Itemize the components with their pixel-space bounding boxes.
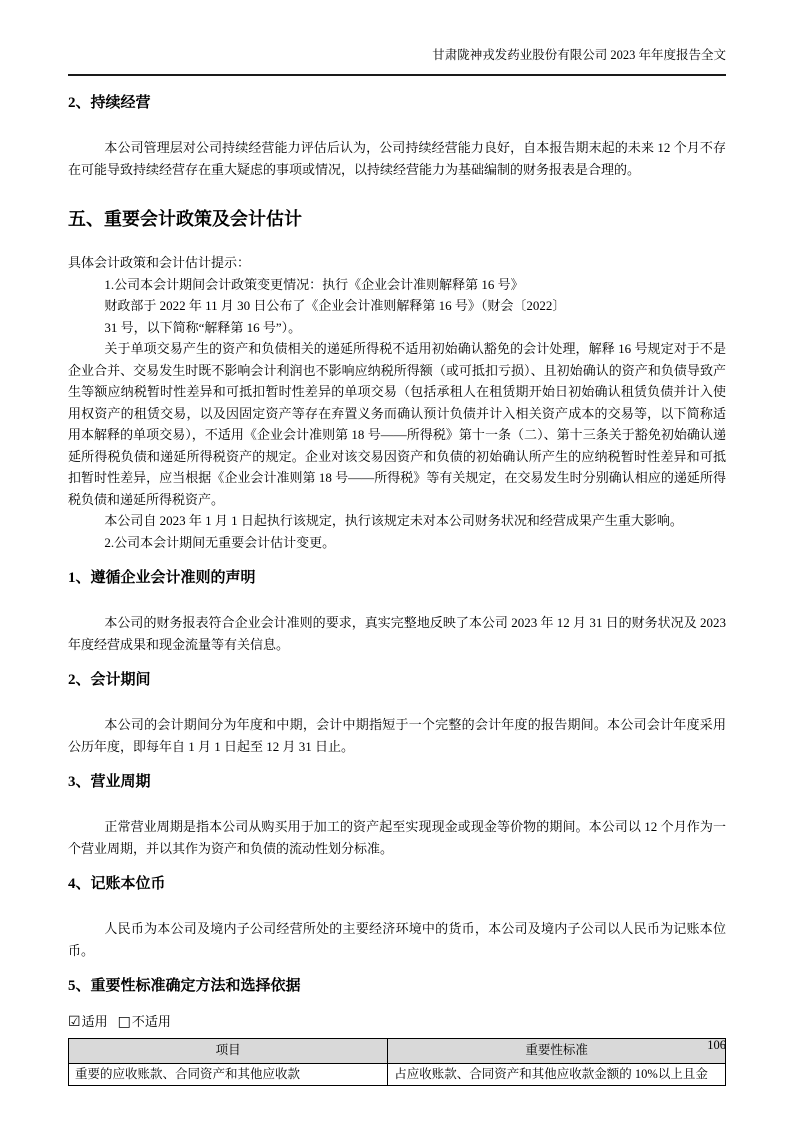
unchecked-checkbox-icon: □ [117, 1014, 131, 1030]
not-applicable-label: 不适用 [131, 1014, 171, 1029]
materiality-table [68, 1038, 726, 1087]
paragraph-single-transaction-deferred-tax: 关于单项交易产生的资产和负债相关的递延所得税不适用初始确认豁免的会计处理，解释 16 号规定对于不是企业合并、交易发生时既不影响会计利润也不影响应纳税所得额（或可抵扣亏损）、且初始确认的资产和负债导致产生等额应纳税暂时性差异和可抵扣暂时性差异的单项交易（包括承租人在租赁期开始日初始确认租赁负债并计入使用权资产的租赁交易，以及因固定资产等存在弃置义务而确认预计负债并计入相关资产成本的交易等，以下简称适用本解释的单项交易），不适用《企业会计准则第 18 号——所得税》第十一条（二）、第十三条关于豁免初始确认递延所得税负债和递延所得税资产的规定。企业对该交易因资产和负债的初始确认所产生的应纳税暂时性差异和可抵扣暂时性差异，应当根据《企业会计准则第 18 号——所得税》等有关规定，在交易发生时分别确认相应的递延所得税负债和递延所得税资产。 [68, 341, 726, 507]
heading-compliance-statement: 1、遵循企业会计准则的声明 [68, 570, 256, 586]
table-header-standard: 重要性标准 [388, 1038, 726, 1063]
page-header [68, 0, 726, 76]
heading-accounting-period: 2、会计期间 [68, 672, 151, 688]
heading-going-concern: 2、持续经营 [68, 95, 151, 111]
applicable-label: 适用 [81, 1014, 108, 1029]
heading-important-accounting-policies: 五、重要会计政策及会计估计 [68, 209, 302, 229]
paragraph-compliance-statement: 本公司的财务报表符合企业会计准则的要求，真实完整地反映了本公司 2023 年 12 月 31 日的财务状况及 2023 年度经营成果和现金流量等有关信息。 [68, 615, 726, 652]
checked-checkbox-icon: ☑ [68, 1014, 81, 1030]
paragraph-accounting-period: 本公司的会计期间分为年度和中期，会计中期指短于一个完整的会计年度的报告期间。本公司会计年度采用公历年度，即每年自 1 月 1 日起至 12 月 31 日止。 [68, 717, 726, 754]
paragraph-going-concern: 本公司管理层对公司持续经营能力评估后认为，公司持续经营能力良好，自本报告期末起的未来 12 个月不存在可能导致持续经营存在重大疑虑的事项或情况，以持续经营能力为基础编制的财务报表是合理的。 [68, 140, 726, 177]
paragraph-interpretation-16-short-name: 31 号，以下简称“解释第 16 号”）。 [104, 319, 302, 335]
heading-functional-currency: 4、记账本位币 [68, 876, 166, 892]
heading-materiality-criteria: 5、重要性标准确定方法和选择依据 [68, 978, 301, 994]
page-number: 106 [707, 1038, 726, 1052]
paragraph-no-estimate-change: 2.公司本会计期间无重要会计估计变更。 [104, 534, 336, 550]
applicability-row [68, 1011, 726, 1034]
report-title: 甘肃陇神戎发药业股份有限公司 2023 年年度报告全文 [432, 48, 726, 62]
paragraph-execution-date: 本公司自 2023 年 1 月 1 日起执行该规定，执行该规定未对本公司财务状况和经营成果产生重大影响。 [104, 513, 683, 528]
heading-operating-cycle: 3、营业周期 [68, 774, 151, 790]
paragraph-policy-change: 1.公司本会计期间会计政策变更情况：执行《企业会计准则解释第 16 号》 [104, 276, 524, 292]
paragraph-policy-intro: 具体会计政策和会计估计提示： [68, 255, 251, 270]
table-row [69, 1063, 726, 1086]
table-header-row [69, 1038, 726, 1063]
page-content [68, 95, 726, 1086]
table-cell-item: 重要的应收账款、合同资产和其他应收款 [69, 1063, 388, 1086]
paragraph-mof-announcement: 财政部于 2022 年 11 月 30 日公布了《企业会计准则解释第 16 号》（财会〔2022〕 [104, 298, 566, 313]
table-cell-standard: 占应收账款、合同资产和其他应收款金额的 10%以上且金 [388, 1063, 726, 1086]
table-header-item: 项目 [69, 1038, 388, 1063]
paragraph-operating-cycle: 正常营业周期是指本公司从购买用于加工的资产起至实现现金或现金等价物的期间。本公司以 12 个月作为一个营业周期，并以其作为资产和负债的流动性划分标准。 [68, 819, 726, 856]
paragraph-functional-currency: 人民币为本公司及境内子公司经营所处的主要经济环境中的货币，本公司及境内子公司以人民币为记账本位币。 [68, 921, 726, 958]
